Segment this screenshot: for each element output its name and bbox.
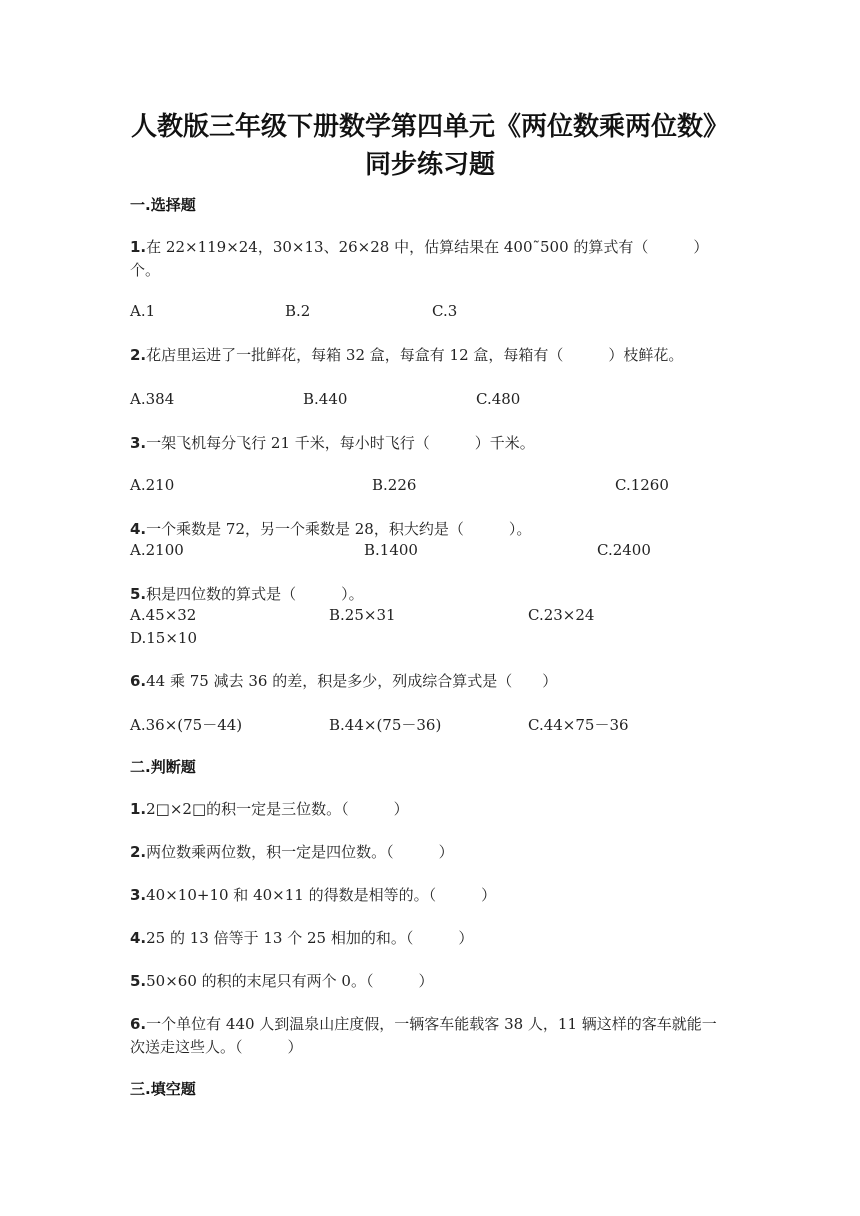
question-number: 5. — [130, 585, 147, 603]
option-a: A.36×(75－44) — [130, 716, 243, 734]
choice-question-6 — [130, 670, 730, 693]
question-text: 50×60 的积的末尾只有两个 0。（ ） — [146, 972, 434, 990]
judge-question-5 — [130, 970, 730, 993]
choice-question-5 — [130, 583, 730, 606]
option-b: B.226 — [372, 476, 417, 494]
question-text: 25 的 13 倍等于 13 个 25 相加的和。（ ） — [146, 929, 474, 947]
choice-question-1 — [130, 236, 730, 282]
option-a: A.210 — [130, 476, 175, 494]
question-number: 6. — [130, 1015, 147, 1033]
judge-question-3 — [130, 884, 730, 907]
option-a: A.2100 — [130, 541, 184, 559]
option-a: A.384 — [130, 390, 175, 408]
question-number: 2. — [130, 843, 147, 861]
question-number: 6. — [130, 672, 147, 690]
option-c: C.3 — [432, 302, 458, 320]
question-text: 在 22×119×24，30×13、26×28 中，估算结果在 400˜500 的算式有（ ）个。 — [130, 238, 709, 279]
question-text: 一架飞机每分飞行 21 千米，每小时飞行（ ）千米。 — [146, 434, 535, 452]
question-number: 2. — [130, 346, 147, 364]
option-b: B.2 — [285, 302, 311, 320]
judge-question-1 — [130, 798, 730, 821]
page-title: 人教版三年级下册数学第四单元《两位数乘两位数》 — [130, 112, 729, 142]
section-heading-fill: 三.填空题 — [130, 1080, 196, 1098]
question-number: 1. — [130, 238, 147, 256]
option-c: C.2400 — [597, 541, 651, 559]
option-b: B.44×(75－36) — [329, 716, 442, 734]
option-c: C.23×24 — [528, 606, 595, 624]
choice-question-2 — [130, 344, 730, 367]
option-b: B.440 — [303, 390, 348, 408]
question-number: 4. — [130, 929, 147, 947]
question-number: 3. — [130, 434, 147, 452]
judge-question-2 — [130, 841, 730, 864]
section-heading-choice: 一.选择题 — [130, 196, 196, 214]
judge-question-4 — [130, 927, 730, 950]
question-number: 3. — [130, 886, 147, 904]
question-number: 4. — [130, 520, 147, 538]
question-text: 44 乘 75 减去 36 的差，积是多少，列成综合算式是（ ） — [146, 672, 558, 690]
option-c: C.480 — [476, 390, 521, 408]
option-b: B.1400 — [364, 541, 418, 559]
choice-question-4 — [130, 518, 730, 541]
question-text: 一个乘数是 72，另一个乘数是 28，积大约是（ ）。 — [146, 520, 532, 538]
question-text: 一个单位有 440 人到温泉山庄度假，一辆客车能载客 38 人，11 辆这样的客车就能一次送走这些人。（ ） — [130, 1015, 717, 1056]
section-heading-judge: 二.判断题 — [130, 758, 196, 776]
question-number: 5. — [130, 972, 147, 990]
option-b: B.25×31 — [329, 606, 396, 624]
option-c: C.44×75－36 — [528, 716, 629, 734]
option-a: A.45×32 — [130, 606, 197, 624]
option-a: A.1 — [130, 302, 156, 320]
question-text: 积是四位数的算式是（ ）。 — [146, 585, 364, 603]
question-text: 花店里运进了一批鲜花，每箱 32 盒，每盒有 12 盒，每箱有（ ）枝鲜花。 — [146, 346, 684, 364]
option-d: D.15×10 — [130, 629, 198, 647]
question-number: 1. — [130, 800, 147, 818]
question-text: 两位数乘两位数，积一定是四位数。（ ） — [146, 843, 454, 861]
option-c: C.1260 — [615, 476, 669, 494]
judge-question-6 — [130, 1013, 730, 1059]
page-subtitle: 同步练习题 — [364, 150, 495, 180]
question-text: 40×10+10 和 40×11 的得数是相等的。（ ） — [146, 886, 497, 904]
choice-question-3 — [130, 432, 730, 455]
question-text: 2□×2□的积一定是三位数。（ ） — [146, 800, 409, 818]
